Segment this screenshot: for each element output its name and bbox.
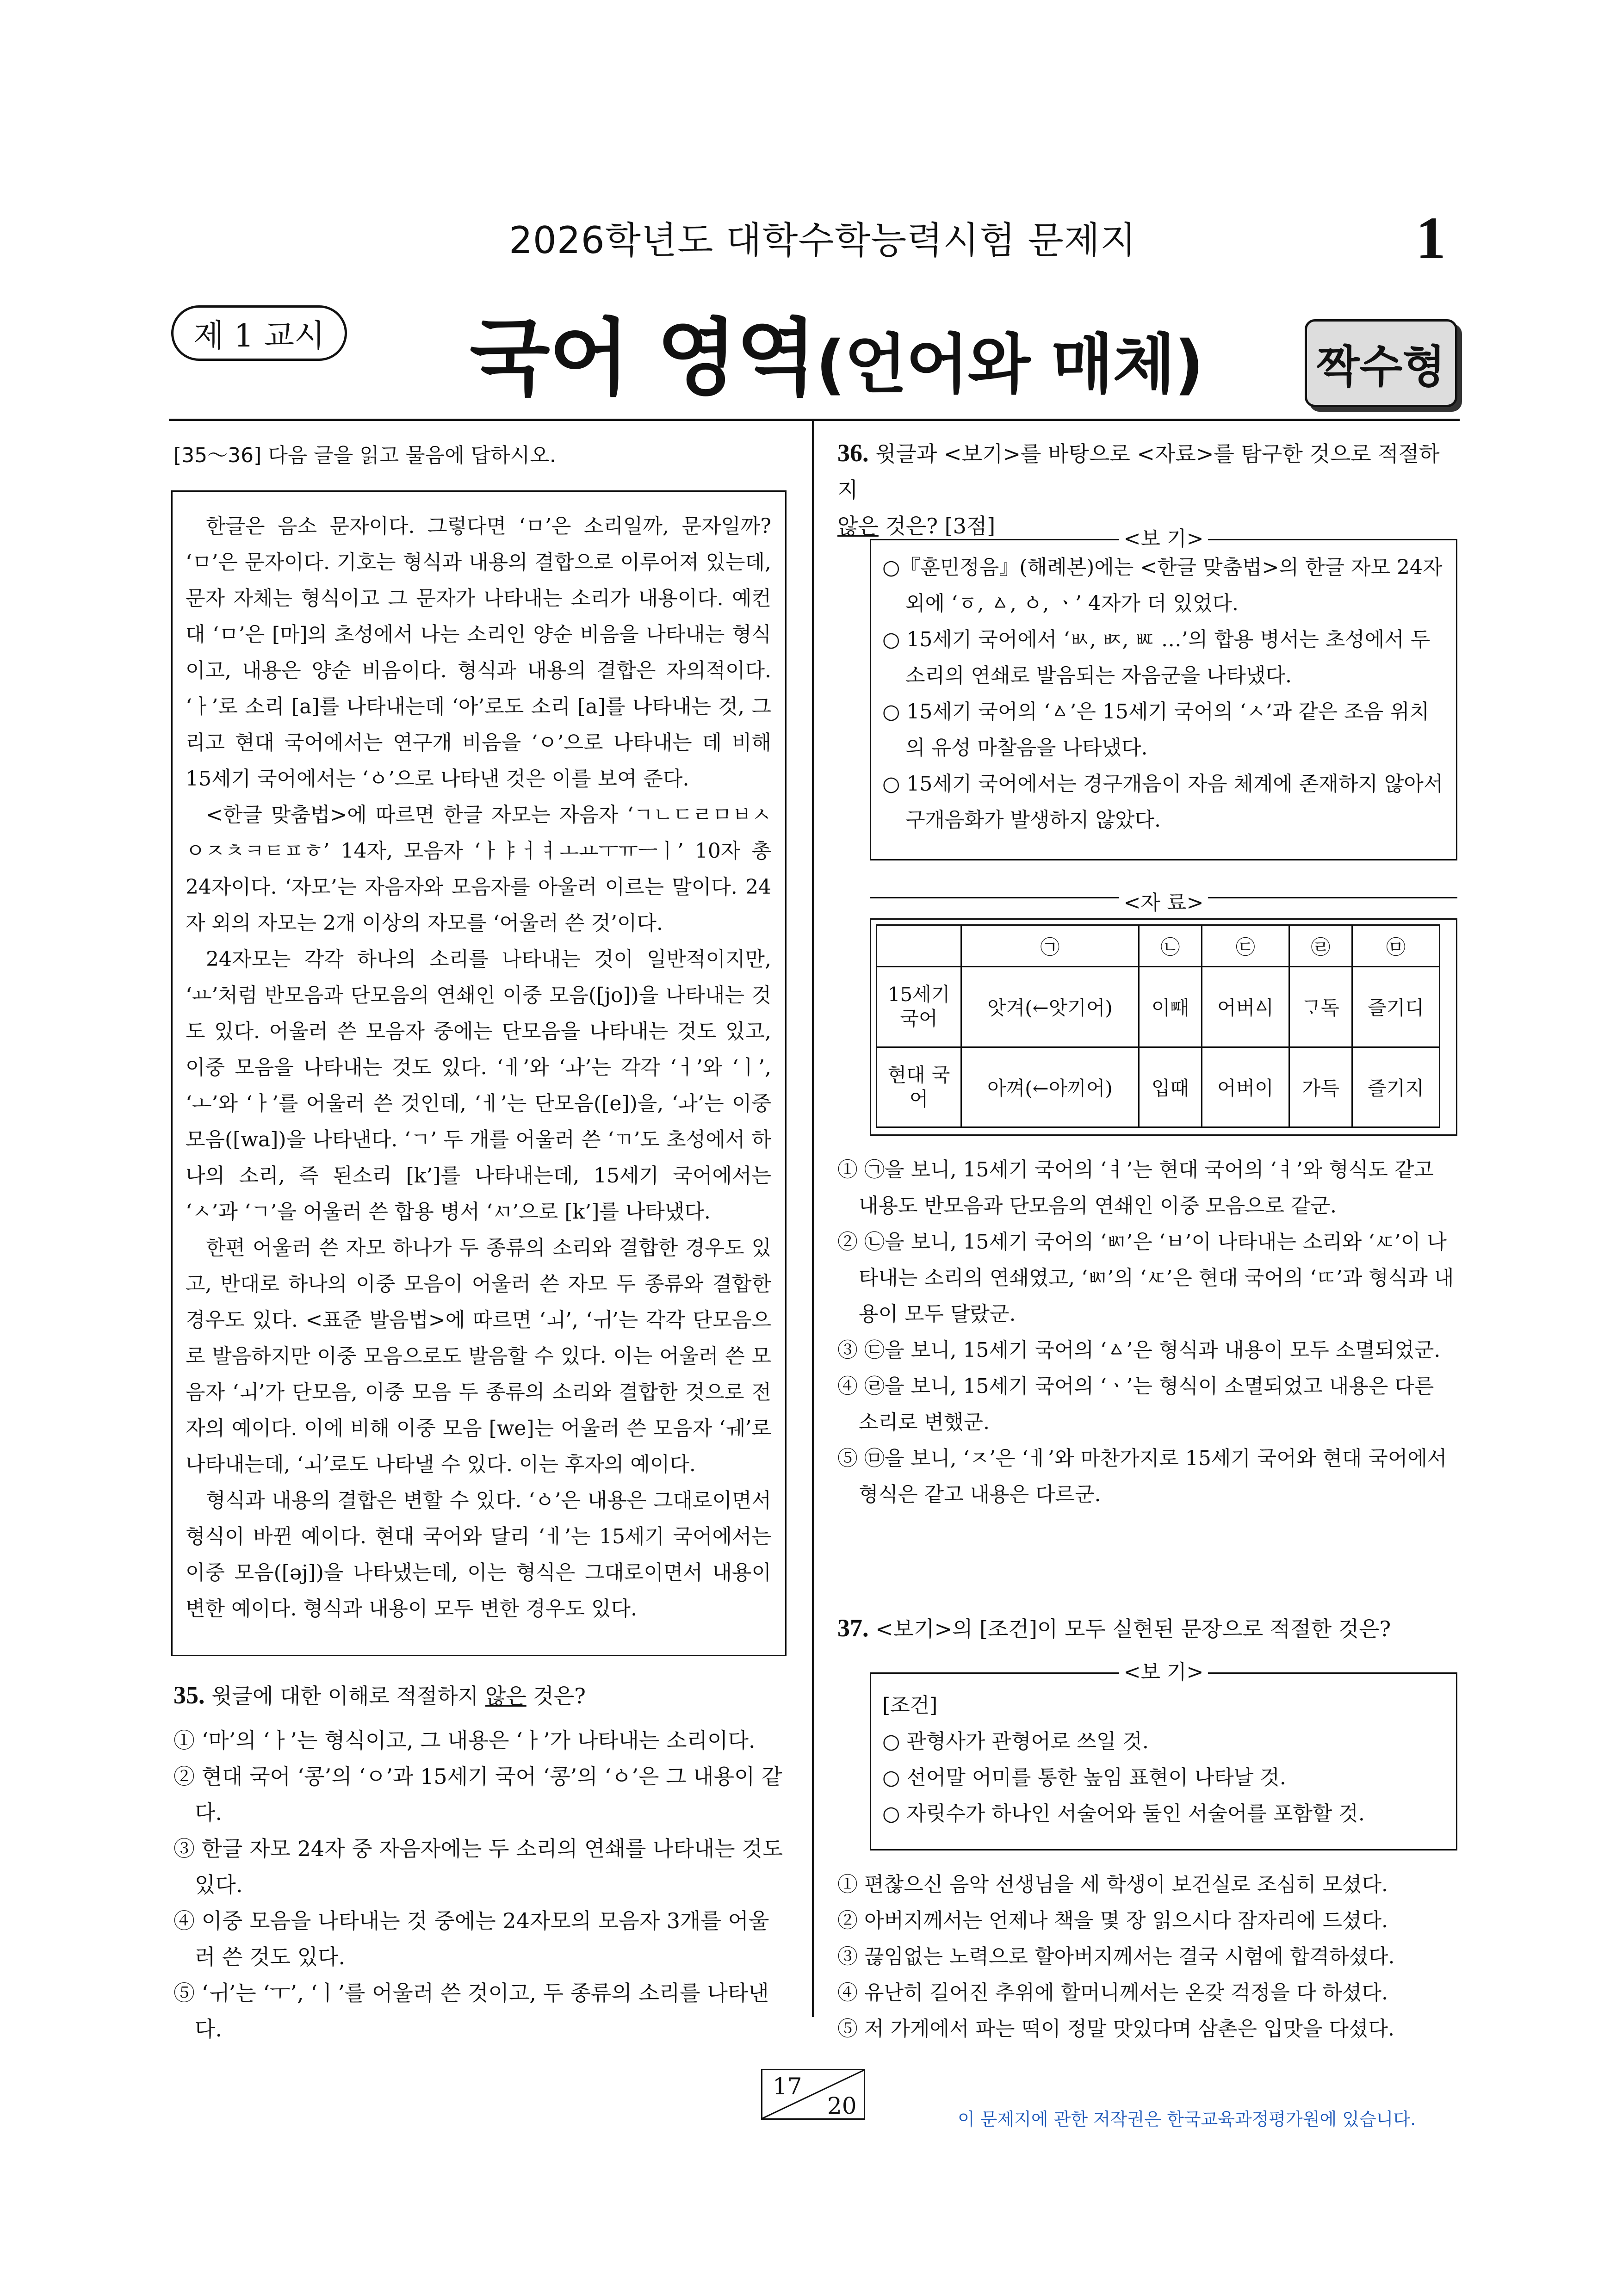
question-36-choices — [837, 1152, 1457, 1513]
condition-title: [조건] — [882, 1694, 938, 1717]
stem-underline: 않은 — [485, 1683, 527, 1708]
page-current: 17 — [773, 2073, 802, 2100]
answer-choice-1[interactable]: ① 편찮으신 음악 선생님을 세 학생이 보건실로 조심히 모셨다. — [837, 1873, 1388, 1896]
table-cell: 입때 — [1139, 1047, 1202, 1127]
answer-choice-4[interactable]: ④ 유난히 길어진 추위에 할머니께서는 온갖 걱정을 다 하셨다. — [837, 1981, 1388, 2005]
table-cell: ᄀᆞ독 — [1289, 967, 1352, 1047]
answer-choice-3[interactable]: ③ 끊임없는 노력으로 할아버지께서는 결국 시험에 합격하셨다. — [837, 1945, 1395, 1968]
question-number: 37. — [837, 1614, 869, 1642]
answer-choice-1[interactable]: ① ㉠을 보니, 15세기 국어의 ‘ㅕ’는 현대 국어의 ‘ㅕ’와 형식도 같고 내용도 반모음과 단모음의 연쇄인 이중 모음으로 같군. — [837, 1158, 1434, 1218]
bogi-label-text: <보 기> — [1119, 527, 1208, 551]
answer-choice-5[interactable]: ⑤ ‘ㅟ’는 ‘ㅜ’, ‘ㅣ’를 어울러 쓴 것이고, 두 종류의 소리를 나타낸다. — [173, 1980, 769, 2042]
bogi-item: ○ 15세기 국어의 ‘ㅿ’은 15세기 국어의 ‘ㅅ’과 같은 조음 위치의 유성 마찰음을 나타냈다. — [882, 700, 1430, 760]
table-cell: 앗겨(←앗기어) — [961, 967, 1139, 1047]
answer-choice-5[interactable]: ⑤ ㉤을 보니, ‘ㅈ’은 ‘ㅔ’와 마찬가지로 15세기 국어와 현대 국어에서 형식은 같고 내용은 다르군. — [837, 1447, 1447, 1506]
answer-choice-4[interactable]: ④ ㉣을 보니, 15세기 국어의 ‘ㆍ’는 형식이 소멸되었고 내용은 다른 소리로 변했군. — [837, 1374, 1434, 1434]
bogi-label-text: <보 기> — [1119, 1660, 1208, 1684]
stem-text: 윗글과 <보기>를 바탕으로 <자료>를 탐구한 것으로 적절하지 — [837, 441, 1440, 502]
page-number-box — [761, 2069, 865, 2120]
bogi-label — [871, 522, 1456, 551]
answer-choice-3[interactable]: ③ ㉢을 보니, 15세기 국어의 ‘ㅿ’은 형식과 내용이 모두 소멸되었군. — [837, 1338, 1441, 1362]
answer-choice-2[interactable]: ② 현대 국어 ‘콩’의 ‘ㅇ’과 15세기 국어 ‘콩’의 ‘ㆁ’은 그 내용이 같다. — [173, 1764, 782, 1825]
data-label-text: <자 료> — [1119, 891, 1208, 915]
table-cell: 아껴(←아끼어) — [961, 1047, 1139, 1127]
corner-page-number: 1 — [1416, 205, 1446, 272]
period-badge: 제 1 교시 — [171, 305, 347, 361]
form-type-badge: 짝수형 — [1305, 319, 1457, 407]
table-cell: 이ᄣᅢ — [1139, 967, 1202, 1047]
table-col-header: ㉤ — [1352, 925, 1439, 967]
instruction: [35～36] 다음 글을 읽고 물음에 답하시오. — [173, 444, 556, 467]
table-col-header: ㉣ — [1289, 925, 1352, 967]
answer-choice-2[interactable]: ② 아버지께서는 언제나 책을 몇 장 읽으시다 잠자리에 드셨다. — [837, 1909, 1388, 1932]
condition-item: ○ 관형사가 관형어로 쓰일 것. — [882, 1730, 1149, 1753]
column-divider — [812, 421, 814, 2017]
passage-paragraph: <한글 맞춤법>에 따르면 한글 자모는 자음자 ‘ㄱㄴㄷㄹㅁㅂㅅㅇㅈㅊㅋㅌㅍㅎ’ 14자, 모음자 ‘ㅏㅑㅓㅕㅗㅛㅜㅠㅡㅣ’ 10자 총 24자이다. ‘자모’는 자음자와 모음자를 아울러 이르는 말이다. 24자 외의 자모는 2개 이상의 자모를 ‘어울러 쓴 것’이다. — [186, 803, 771, 935]
passage-paragraph: 형식과 내용의 결합은 변할 수 있다. ‘ㆁ’은 내용은 그대로이면서 형식이 바뀐 예이다. 현대 국어와 달리 ‘ㅔ’는 15세기 국어에서는 이중 모음([əj])을 나타냈는데, 이는 형식은 그대로이면서 내용이 변한 예이다. 형식과 내용이 모두 변한 경우도 있다. — [186, 1489, 771, 1621]
passage-paragraph: 24자모는 각각 하나의 소리를 나타내는 것이 일반적이지만, ‘ㅛ’처럼 반모음과 단모음의 연쇄인 이중 모음([jo])을 나타내는 것도 있다. 어울러 쓴 모음자 중에는 단모음을 나타내는 것도 있고, 이중 모음을 나타내는 것도 있다. ‘ㅔ’와 ‘ㅘ’는 각각 ‘ㅓ’와 ‘ㅣ’, ‘ㅗ’와 ‘ㅏ’를 어울러 쓴 것인데, ‘ㅔ’는 단모음([e])을, ‘ㅘ’는 이중 모음([wa])을 나타낸다. ‘ㄱ’ 두 개를 어울러 쓴 ‘ㄲ’도 초성에서 하나의 소리, 즉 된소리 [k’]를 나타내는데, 15세기 국어에서는 ‘ㅅ’과 ‘ㄱ’을 어울러 쓴 합용 병서 ‘ㅺ’으로 [k’]를 나타냈다. — [186, 947, 771, 1224]
stem-text: 것은? — [526, 1683, 586, 1708]
stem-underline: 않은 — [837, 514, 879, 538]
condition-item: ○ 선어말 어미를 통한 높임 표현이 나타날 것. — [882, 1766, 1286, 1789]
table-row-header: 15세기 국어 — [877, 967, 961, 1047]
bogi-item: ○ 15세기 국어에서는 경구개음이 자음 체계에 존재하지 않아서 구개음화가 발생하지 않았다. — [882, 772, 1443, 832]
bogi-label — [871, 1655, 1456, 1685]
question-37-choices — [837, 1867, 1457, 2047]
table-row — [877, 1047, 1440, 1127]
table-corner-cell — [877, 925, 961, 967]
data-table-frame — [870, 918, 1457, 1136]
subject-main: 국어 영역 — [470, 310, 816, 407]
condition-item: ○ 자릿수가 하나인 서술어와 둘인 서술어를 포함할 것. — [882, 1802, 1365, 1826]
table-row-header: 현대 국어 — [877, 1047, 961, 1127]
bogi-item: ○ 15세기 국어에서 ‘ㅄ, ㅶ, ㅵ …’의 합용 병서는 초성에서 두 소리의 연쇄로 발음되는 자음군을 나타냈다. — [882, 628, 1431, 687]
question-37-stem — [837, 1610, 1457, 1647]
data-label — [870, 886, 1457, 915]
header-divider — [169, 419, 1460, 421]
passage-paragraph: 한글은 음소 문자이다. 그렇다면 ‘ㅁ’은 소리일까, 문자일까? ‘ㅁ’은 문자이다. 기호는 형식과 내용의 결합으로 이루어져 있는데, 문자 자체는 형식이고 그 문자가 나타내는 소리가 내용이다. 예컨대 ‘ㅁ’은 [마]의 초성에서 나는 소리인 양순 비음을 나타내는 형식이고, 내용은 양순 비음이다. 형식과 내용의 결합은 자의적이다. ‘ㅏ’로 소리 [a]를 나타내는데 ‘아’로도 소리 [a]를 나타내는 것, 그리고 현대 국어에서는 연구개 비음을 ‘ㅇ’으로 나타내는 데 비해 15세기 국어에서는 ‘ㆁ’으로 나타낸 것은 이를 보여 준다. — [186, 514, 771, 791]
bogi-item: ○『훈민정음』(해례본)에는 <한글 맞춤법>의 한글 자모 24자 외에 ‘ㆆ, ㅿ, ㆁ, ㆍ’ 4자가 더 있었다. — [882, 556, 1443, 615]
table-col-header: ㉡ — [1139, 925, 1202, 967]
table-cell: 가득 — [1289, 1047, 1352, 1127]
question-35 — [173, 1677, 789, 2047]
answer-choice-3[interactable]: ③ 한글 자모 24자 중 자음자에는 두 소리의 연쇄를 나타내는 것도 있다. — [173, 1836, 783, 1897]
stem-line — [837, 435, 1457, 508]
reading-passage — [171, 490, 787, 1656]
stem-text: 것은? [3점] — [878, 514, 996, 538]
table-cell: 즐기디 — [1352, 967, 1439, 1047]
data-table — [876, 924, 1440, 1128]
question-number: 35. — [173, 1681, 205, 1709]
table-header-row — [877, 925, 1440, 967]
table-cell: 어버ᅀᅵ — [1202, 967, 1289, 1047]
answer-choice-4[interactable]: ④ 이중 모음을 나타내는 것 중에는 24자모의 모음자 3개를 어울러 쓴 것도 있다. — [173, 1908, 769, 1969]
bogi-box — [870, 527, 1457, 860]
stem-text: 윗글에 대한 이해로 적절하지 — [211, 1683, 485, 1708]
table-row — [877, 967, 1440, 1047]
bogi-box-conditions — [870, 1660, 1457, 1850]
question-35-stem — [173, 1677, 789, 1714]
question-number: 36. — [837, 439, 869, 467]
answer-choice-2[interactable]: ② ㉡을 보니, 15세기 국어의 ‘ㅴ’은 ‘ㅂ’이 나타내는 소리와 ‘ㅼ’이 나타내는 소리의 연쇄였고, ‘ㅴ’의 ‘ㅼ’은 현대 국어의 ‘ㄸ’과 형식과 내용이 모두 달랐군. — [837, 1230, 1454, 1326]
copyright-notice: 이 문제지에 관한 저작권은 한국교육과정평가원에 있습니다. — [958, 2109, 1416, 2129]
table-col-header: ㉢ — [1202, 925, 1289, 967]
table-cell: 어버이 — [1202, 1047, 1289, 1127]
stem-text: <보기>의 [조건]이 모두 실현된 문장으로 적절한 것은? — [875, 1616, 1391, 1641]
table-col-header: ㉠ — [961, 925, 1139, 967]
subject-title — [470, 291, 1203, 411]
page-total: 20 — [827, 2092, 857, 2119]
passage-paragraph: 한편 어울러 쓴 자모 하나가 두 종류의 소리와 결합한 경우도 있고, 반대로 하나의 이중 모음이 어울러 쓴 자모 두 종류와 결합한 경우도 있다. <표준 발음법>에 따르면 ‘ㅚ’, ‘ㅟ’는 각각 단모음으로 발음하지만 이중 모음으로도 발음할 수 있다. 이는 어울러 쓴 모음자 ‘ㅚ’가 단모음, 이중 모음 두 종류의 소리와 결합한 것으로 전자의 예이다. 이에 비해 이중 모음 [we]는 어울러 쓴 모음자 ‘ㅞ’로 나타내는데, ‘ㅚ’로도 나타낼 수 있다. 이는 후자의 예이다. — [186, 1236, 771, 1476]
answer-choice-5[interactable]: ⑤ 저 가게에서 파는 떡이 정말 맛있다며 삼촌은 입맛을 다셨다. — [837, 2017, 1394, 2041]
subject-sub: (언어와 매체) — [816, 327, 1203, 402]
table-cell: 즐기지 — [1352, 1047, 1439, 1127]
answer-choice-1[interactable]: ① ‘마’의 ‘ㅏ’는 형식이고, 그 내용은 ‘ㅏ’가 나타내는 소리이다. — [173, 1728, 756, 1753]
exam-title: 2026학년도 대학수학능력시험 문제지 — [509, 219, 1137, 262]
